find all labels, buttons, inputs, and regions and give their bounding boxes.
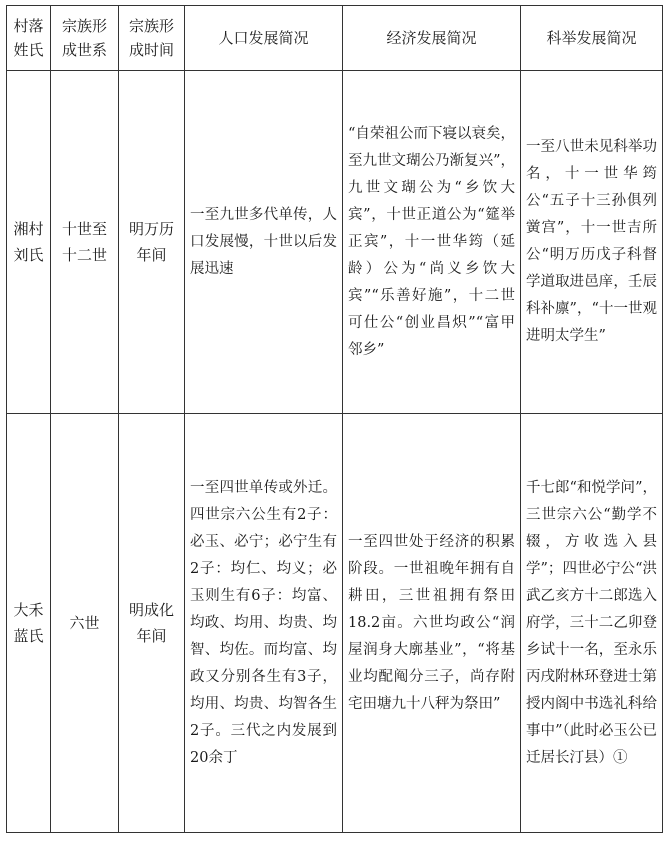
clan-development-table (6, 5, 663, 833)
header-clan-time: 宗族形 成时间 (119, 6, 185, 71)
header-village-surname: 村落 姓氏 (7, 6, 51, 71)
cell-exam: 一至八世未见科举功名，十一世华筠公“五子十三孙俱列黉宫”，十一世吉所公“明万历戊子科督学道取进邑庠，壬辰科补廪”，“十一世观进明太学生” (521, 71, 663, 414)
header-population: 人口发展简况 (185, 6, 343, 71)
cell-generation: 六世 (51, 414, 119, 833)
header-clan-generation: 宗族形 成世系 (51, 6, 119, 71)
cell-village: 大禾 蓝氏 (7, 414, 51, 833)
header-row (7, 6, 663, 71)
cell-economy: 一至四世处于经济的积累阶段。一世祖晚年拥有自耕田，三世祖拥有祭田18.2亩。六世均政公“润屋润身大廓基业”，“将基业均配阄分三子，尚存附宅田塘九十八秤为祭田” (343, 414, 521, 833)
header-economy: 经济发展简况 (343, 6, 521, 71)
cell-population: 一至九世多代单传，人口发展慢，十世以后发展迅速 (185, 71, 343, 414)
table-row (7, 71, 663, 414)
cell-economy: “自荣祖公而下寝以衰矣，至九世文瑚公乃渐复兴”，九世文瑚公为“乡饮大宾”，十世正道公为“筵举正宾”，十一世华筠（延龄）公为“尚义乡饮大宾”“乐善好施”，十二世可仕公“创业昌炽”“富甲邻乡” (343, 71, 521, 414)
cell-time: 明万历 年间 (119, 71, 185, 414)
cell-population: 一至四世单传或外迁。四世宗六公生有2子：必玉、必宁；必宁生有2子：均仁、均义；必玉则生有6子：均富、均政、均用、均贵、均智、均佐。而均富、均政又分别各生有3子，均用、均贵、均智各生2子。三代之内发展到20余丁 (185, 414, 343, 833)
cell-exam: 千七郎“和悦学问”，三世宗六公“勤学不辍，方收选入县学”；四世必宁公“洪武乙亥方十二郎选入府学，三十二乙卯登乡试十一名，至永乐丙戌附林环登进士第授内阁中书选礼科给事中”（此时必玉公已迁居长汀县）① (521, 414, 663, 833)
header-exam: 科举发展简况 (521, 6, 663, 71)
cell-time: 明成化 年间 (119, 414, 185, 833)
table-row (7, 414, 663, 833)
cell-village: 湘村 刘氏 (7, 71, 51, 414)
cell-generation: 十世至 十二世 (51, 71, 119, 414)
